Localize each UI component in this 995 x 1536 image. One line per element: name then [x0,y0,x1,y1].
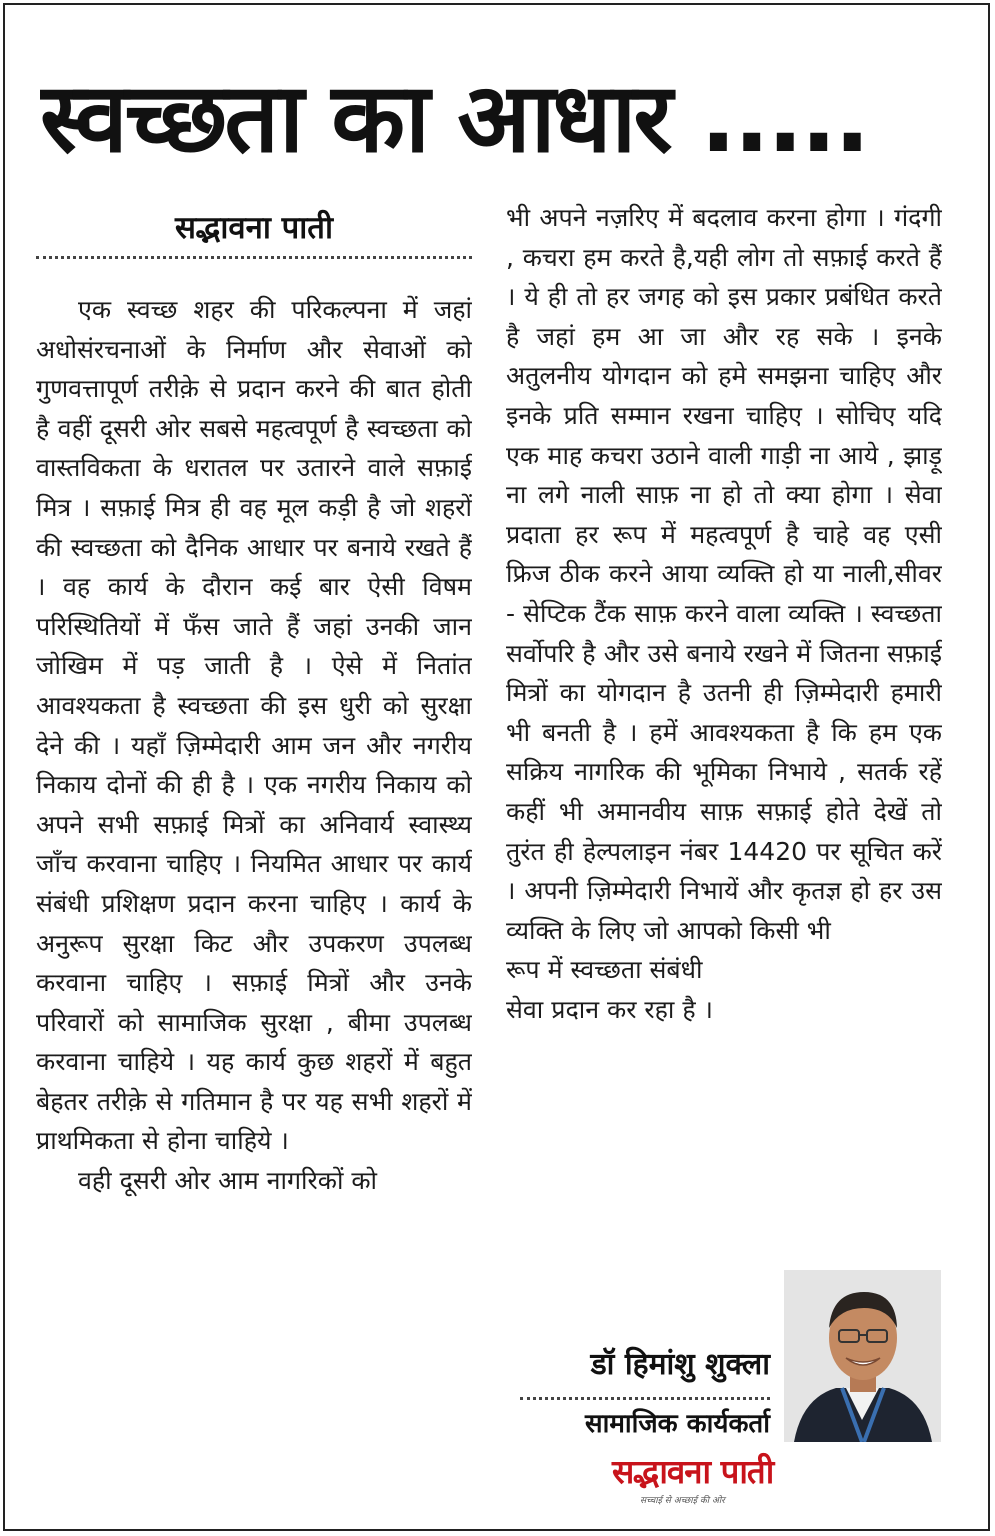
article-paragraph: भी अपने नज़रिए में बदलाव करना होगा । गंदगी , कचरा हम करते है,यही लोग तो सफ़ाई करते हैं । ये ही तो हर जगह को इस प्रकार प्रबंधित करते है जहां हम आ जा और रह सके । इनके अतुलनीय योगदान को हमे समझना चाहिए और इनके प्रति सम्मान रखना चाहिए । सोचिए यदि एक माह कचरा उठाने वाली गाड़ी ना आये , झाड़ू ना लगे नाली साफ़ ना हो तो क्या होगा । सेवा प्रदाता हर रूप में महत्वपूर्ण है चाहे वह एसी फ्रिज ठीक करने आया व्यक्ति हो या नाली,सीवर - सेप्टिक टैंक साफ़ करने वाला व्यक्ति । स्वच्छता सर्वोपरि है और उसे बनाये रखने में जितना सफ़ाई मित्रों का योगदान है उतनी ही ज़िम्मेदारी हमारी भी बनती है । हमें आवश्यकता है कि हम एक सक्रिय नागरिक की भूमिका निभाये , सतर्क रहें कहीं भी अमानवीय साफ़ सफ़ाई होते देखें तो तुरंत ही हेल्पलाइन नंबर 14420 पर सूचित करें । अपनी ज़िम्मेदारी निभायें और कृतज्ञ हो हर उस व्यक्ति के लिए जो आपको किसी भी [506,203,942,945]
article-closing-line: रूप में स्वच्छता संबंधी [506,955,703,985]
column-title: सद्भावना पाती [174,210,334,246]
masthead-logo [612,1450,822,1512]
article-paragraph: एक स्वच्छ शहर की परिकल्पना में जहां अधोसंरचनाओं के निर्माण और सेवाओं को गुणवत्तापूर्ण तरीक़े से प्रदान करने की बात होती है वहीं दूसरी ओर सबसे महत्वपूर्ण है स्वच्छता को वास्तविकता के धरातल पर उतारने वाले सफ़ाई मित्र । सफ़ाई मित्र ही वह मूल कड़ी है जो शहरों की स्वच्छता को दैनिक आधार पर बनाये रखते हैं । वह कार्य के दौरान कई बार ऐसी विषम परिस्थितियों में फँस जाते हैं जहां उनकी जान जोखिम में पड़ जाती है । ऐसे में नितांत आवश्यकता है स्वच्छता की इस धुरी को सुरक्षा देने की । यहाँ ज़िम्मेदारी आम जन और नगरीय निकाय दोनों की ही है । एक नगरीय निकाय को अपने सभी सफ़ाई मित्रों का अनिवार्य स्वास्थ्य जाँच करवाना चाहिए । नियमित आधार पर कार्य संबंधी प्रशिक्षण प्रदान करना चाहिए । कार्य के अनुरूप सुरक्षा किट और उपकरण उपलब्ध करवाना चाहिए । सफ़ाई मित्रों और उनके परिवारों को सामाजिक सुरक्षा , बीमा उपलब्ध करवाना चाहिये । यह कार्य कुछ शहरों में बहुत बेहतर तरीक़े से गतिमान है पर यह सभी शहरों में प्राथमिकता से होना चाहिये । [36,295,472,1156]
author-photo [784,1270,941,1442]
author-role: सामाजिक कार्यकर्ता [585,1409,770,1439]
article-closing-line: सेवा प्रदान कर रहा है । [506,994,714,1024]
article-right-column [506,198,942,1318]
author-portrait-icon [784,1270,941,1442]
author-divider [520,1397,770,1400]
author-name: डॉ हिमांशु शुक्ला [590,1347,770,1382]
headline: स्वच्छता का आधार ..... [40,62,868,174]
masthead-title: सद्भावना पाती [612,1452,774,1491]
article-paragraph: वही दूसरी ओर आम नागरिकों को [78,1166,378,1196]
masthead-tagline: सच्चाई से अच्छाई की ओर [640,1496,725,1506]
article-left-column [36,290,472,1522]
column-title-divider [36,256,472,259]
